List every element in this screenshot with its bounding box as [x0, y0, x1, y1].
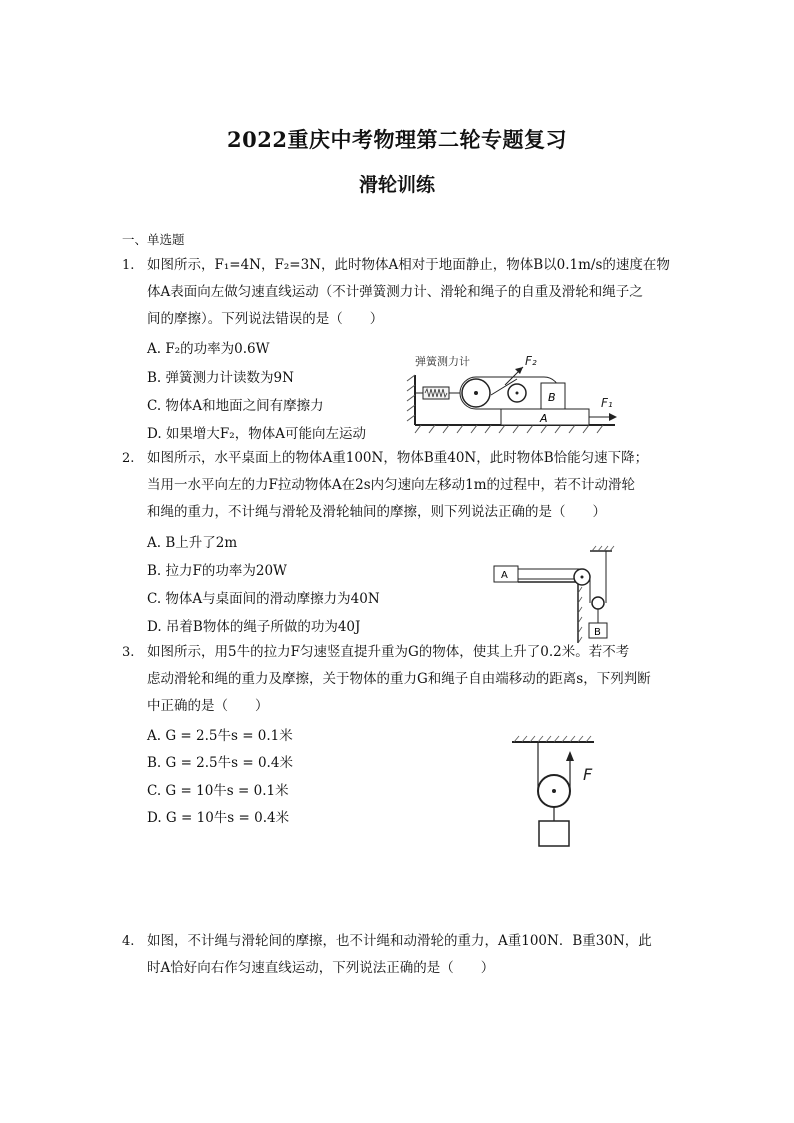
- q1-option-b[interactable]: B. 弹簧测力计读数为9N: [147, 370, 294, 386]
- q2-number: 2.: [122, 451, 135, 466]
- label-f1: F₁: [601, 396, 613, 410]
- q2-line: 如图所示，水平桌面上的物体A重100N，物体B重40N，此时物体B恰能匀速下降；: [147, 450, 649, 466]
- q1-line: 间的摩擦）。下列说法错误的是（ ）: [147, 311, 384, 327]
- q2-option-c[interactable]: C. 物体A与桌面间的滑动摩擦力为40N: [147, 591, 380, 607]
- doc-subtitle: 滑轮训练: [358, 174, 435, 196]
- q1-option-c[interactable]: C. 物体A和地面之间有摩擦力: [147, 398, 324, 414]
- q3-line: 如图所示，用5牛的拉力F匀速竖直提升重为G的物体，使其上升了0.2米。若不考: [147, 644, 630, 660]
- q3-number: 3.: [122, 645, 135, 660]
- label-a: A: [501, 570, 508, 581]
- section-heading: 一、单选题: [122, 232, 185, 247]
- label-b: B: [594, 627, 601, 638]
- q3-line: 中正确的是（ ）: [147, 698, 269, 714]
- q3-option-c[interactable]: C. G = 10牛s = 0.1米: [147, 783, 289, 799]
- doc-title: 2022重庆中考物理第二轮专题复习: [227, 127, 567, 152]
- q3-option-d[interactable]: D. G = 10牛s = 0.4米: [147, 810, 290, 826]
- q2-line: 和绳的重力，不计绳与滑轮及滑轮轴间的摩擦，则下列说法正确的是（ ）: [147, 504, 606, 520]
- movable-pulley: [592, 597, 604, 609]
- q3-option-a[interactable]: A. G = 2.5牛s = 0.1米: [147, 728, 293, 744]
- q1-number: 1.: [122, 258, 135, 273]
- q4-stem: [147, 928, 687, 982]
- q2-option-b[interactable]: B. 拉力F的功率为20W: [147, 563, 287, 579]
- q4-line: 如图，不计绳与滑轮间的摩擦，也不计绳和动滑轮的重力，A重100N．B重30N，此: [147, 933, 652, 949]
- q1-figure: [405, 345, 625, 440]
- q2-option-a[interactable]: A. B上升了2m: [147, 535, 238, 551]
- q2-line: 当用一水平向左的力F拉动物体A在2s内匀速向左移动1m的过程中，若不计动滑轮: [147, 477, 636, 493]
- q3-line: 虑动滑轮和绳的重力及摩擦，关于物体的重力G和绳子自由端移动的距离s，下列判断: [147, 671, 651, 687]
- label-f2: F₂: [525, 354, 537, 368]
- q3-figure: [508, 733, 628, 851]
- q4-line: 时A恰好向右作匀速直线运动，下列说法正确的是（ ）: [147, 960, 495, 976]
- q1-option-a[interactable]: A. F₂的功率为0.6W: [147, 341, 270, 357]
- q3-option-b[interactable]: B. G = 2.5牛s = 0.4米: [147, 755, 293, 771]
- q4-number: 4.: [122, 934, 135, 949]
- q1-option-d[interactable]: D. 如果增大F₂，物体A可能向左运动: [147, 426, 366, 442]
- q2-option-d[interactable]: D. 吊着B物体的绳子所做的功为40J: [147, 619, 361, 635]
- q1-line: 体A表面向左做匀速直线运动（不计弹簧测力计、滑轮和绳子的自重及滑轮和绳子之: [147, 284, 643, 300]
- weight-block: [539, 821, 569, 846]
- label-b: B: [548, 391, 556, 404]
- q2-figure: [490, 545, 620, 645]
- q1-stem: [147, 252, 687, 333]
- label-a: A: [540, 412, 548, 425]
- label-f: F: [583, 765, 593, 784]
- q1-line: 如图所示，F₁=4N，F₂=3N，此时物体A相对于地面静止，物体B以0.1m/s的速度在物: [147, 257, 670, 273]
- q2-stem: [147, 445, 687, 526]
- spring-scale-label: 弹簧测力计: [415, 355, 470, 368]
- q3-stem: [147, 639, 687, 720]
